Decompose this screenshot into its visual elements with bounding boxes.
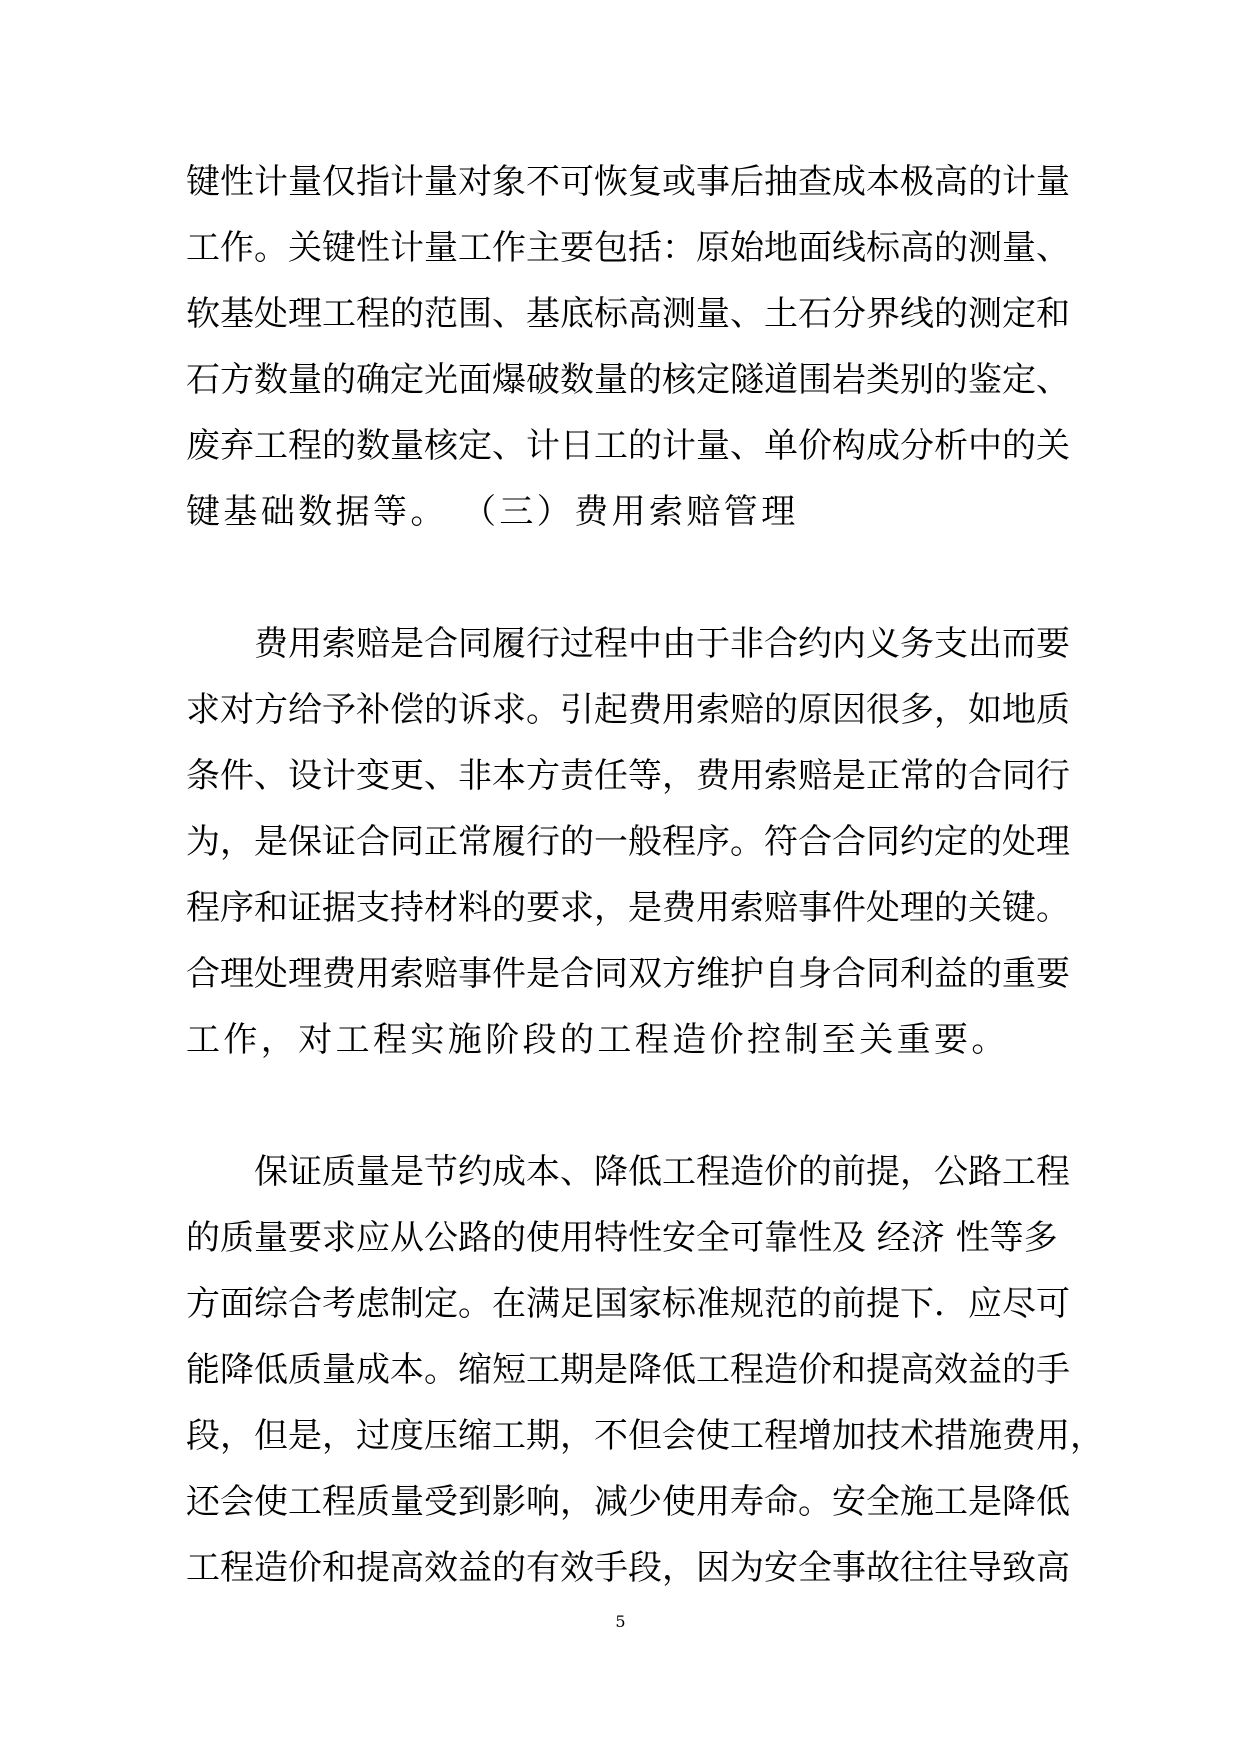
paragraph-1-line-6: 键基础数据等。 （三）费用索赔管理 (186, 492, 799, 532)
paragraph-2-line-5: 程序和证据支持材料的要求，是费用索赔事件处理的关键。 (186, 888, 1070, 928)
paragraph-3-line-1: 保证质量是节约成本、降低工程造价的前提，公路工程 (254, 1152, 1070, 1192)
page-number: 5 (615, 1612, 626, 1631)
paragraph-1-line-2: 工作。关键性计量工作主要包括：原始地面线标高的测量、 (186, 228, 1070, 268)
paragraph-3-line-2: 的质量要求应从公路的使用特性安全可靠性及 经济 性等多 (186, 1218, 1058, 1258)
paragraph-3-line-5: 段，但是，过度压缩工期，不但会使工程增加技术措施费用， (186, 1416, 1104, 1456)
paragraph-3-line-7: 工程造价和提高效益的有效手段，因为安全事故往往导致高 (186, 1548, 1070, 1588)
paragraph-2-line-1: 费用索赔是合同履行过程中由于非合约内义务支出而要 (254, 624, 1070, 664)
paragraph-2-line-3: 条件、设计变更、非本方责任等，费用索赔是正常的合同行 (186, 756, 1070, 796)
paragraph-2-line-4: 为，是保证合同正常履行的一般程序。符合合同约定的处理 (186, 822, 1070, 862)
paragraph-1-line-1: 键性计量仅指计量对象不可恢复或事后抽查成本极高的计量 (186, 162, 1070, 202)
paragraph-3-line-6: 还会使工程质量受到影响，减少使用寿命。安全施工是降低 (186, 1482, 1070, 1522)
paragraph-1-line-5: 废弃工程的数量核定、计日工的计量、单价构成分析中的关 (186, 426, 1070, 466)
paragraph-3-line-4: 能降低质量成本。缩短工期是降低工程造价和提高效益的手 (186, 1350, 1070, 1390)
paragraph-3-line-3: 方面综合考虑制定。在满足国家标准规范的前提下．应尽可 (186, 1284, 1070, 1324)
paragraph-2-line-2: 求对方给予补偿的诉求。引起费用索赔的原因很多，如地质 (186, 690, 1070, 730)
paragraph-2-line-7: 工作，对工程实施阶段的工程造价控制至关重要。 (186, 1020, 1009, 1060)
paragraph-1-line-4: 石方数量的确定光面爆破数量的核定隧道围岩类别的鉴定、 (186, 360, 1070, 400)
paragraph-1-line-3: 软基处理工程的范围、基底标高测量、土石分界线的测定和 (186, 294, 1070, 334)
paragraph-2-line-6: 合理处理费用索赔事件是合同双方维护自身合同利益的重要 (186, 954, 1070, 994)
